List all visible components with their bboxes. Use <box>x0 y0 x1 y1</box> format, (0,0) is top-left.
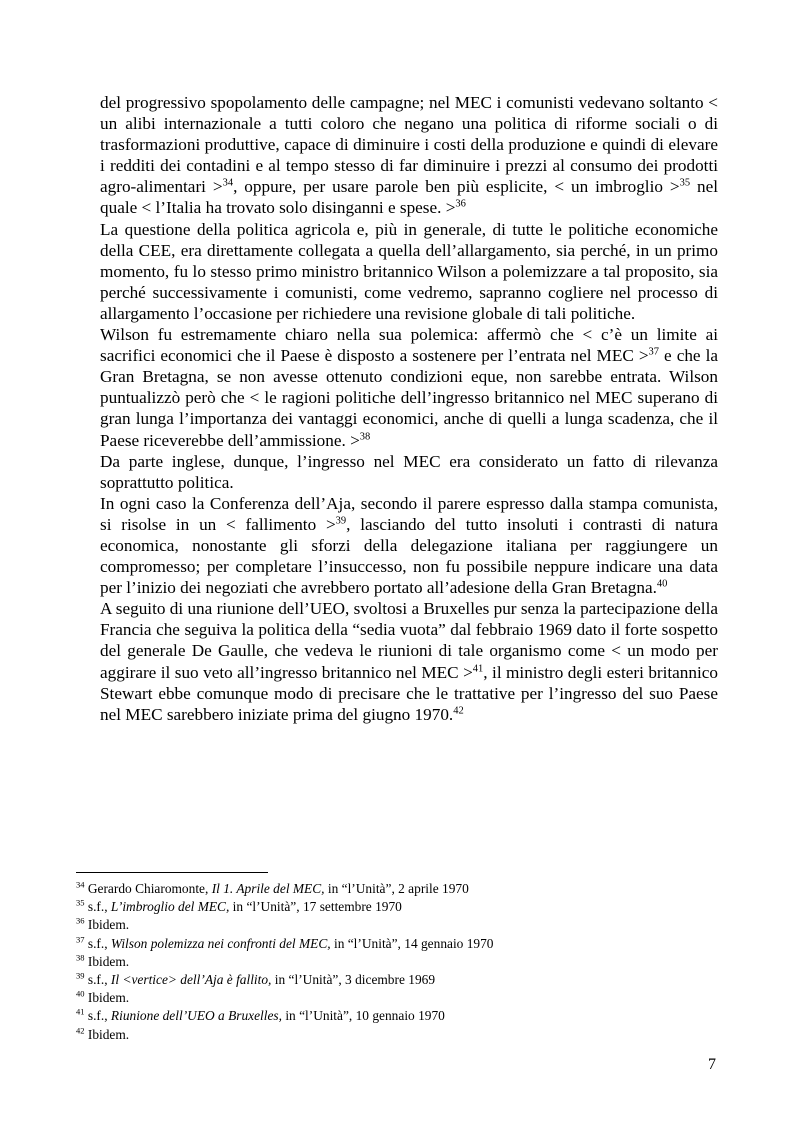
footnote-number: 40 <box>76 988 85 999</box>
text-segment: La questione della politica agricola e, più in generale, di tutte le politiche economiche della CEE, era direttamente collegata a quella dell’allargamento, sia perché, in un primo momento, fu lo stesso primo ministro britannico Wilson a polemizzare a tal proposito, sia perché successivamente i comunisti, come vedremo, sapranno cogliere nel processo di allargamento l’occasione per richiedere una revisione globale di tali politiche. <box>100 219 718 323</box>
footnote: $^{42}$ Ibidem. <box>76 1025 130 1042</box>
text-segment: Wilson fu estremamente chiaro nella sua polemica: affermò che < c’è un limite ai sacrifici economici che il Paese è disposto a sostenere per l’entrata nel MEC >$^{37}$ <box>100 325 718 366</box>
paragraph <box>100 493 718 598</box>
text-segment: del progressivo spopolamento delle campagne; nel MEC i comunisti vedevano soltanto < un alibi internazionale a tutti coloro che negano una politica di riforme sociali o di trasformazioni produttive, capace di diminuire i costi della produzione e quindi di elevare i redditi dei contadini e al tempo stesso di far diminuire i prezzi al consumo dei prodotti agro-alimentari >$^{34}$ <box>100 93 718 197</box>
paragraph <box>100 451 718 493</box>
footnote-ref[interactable]: 40 <box>656 578 668 590</box>
paragraph <box>100 598 718 725</box>
footnote-ref[interactable]: 39 <box>335 515 347 527</box>
footnote-number: 36 <box>76 915 85 926</box>
footnote-title: L’imbroglio del MEC, <box>110 899 230 915</box>
body-text <box>100 92 718 725</box>
footnote: $^{38}$ Ibidem. <box>76 952 130 969</box>
footnote-ref[interactable]: 37 <box>648 346 660 358</box>
paragraph <box>100 219 718 324</box>
footnote-ref[interactable]: 41 <box>472 662 484 674</box>
footnote-ref[interactable]: 36 <box>455 198 466 210</box>
footnote: $^{40}$ Ibidem. <box>76 988 130 1006</box>
text-segment: e che la Gran Bretagna, se non avesse ottenuto condizioni eque, non sarebbe entrata. Wilson puntualizzò però che < le ragioni politiche dell’ingresso britannico nel MEC superano di gran lunga l’importanza dei vantaggi economici, anche di quelli a lunga scadenza, che il Paese riceverebbe dell’ammissione. >$^{38}$ <box>100 346 718 450</box>
footnote: $^{36}$ Ibidem. <box>76 915 130 933</box>
footnote-ref[interactable]: 34 <box>222 177 234 189</box>
footnote: $^{35}$ s.f., L’imbroglio del MEC, in “l’Unità”, 17 settembre 1970 <box>76 897 402 915</box>
footnote-ref[interactable]: 42 <box>453 704 464 716</box>
footnote: $^{37}$ s.f., Wilson polemizza nei confronti del MEC, in “l’Unità”, 14 gennaio 1970 <box>76 934 494 951</box>
footnote-number: 34 <box>76 879 85 890</box>
footnote-number: 37 <box>76 934 85 945</box>
footnote-number: 35 <box>76 897 85 908</box>
page-number: 7 <box>708 1056 716 1073</box>
footnote-ref[interactable]: 35 <box>679 177 691 189</box>
text-segment: , lasciando del tutto insoluti i contrasti di natura economica, nonostante gli sforzi della delegazione italiana per raggiungere un compromesso; per completare l’insuccesso, non fu possibile neppure indicare una data per l’inizio dei negoziati che avrebbero portato all’adesione della Gran Bretagna.$^{40}$ <box>100 514 718 598</box>
text-segment: , oppure, per usare parole ben più esplicite, < un imbroglio >$^{35}$ <box>233 177 691 197</box>
footnote-number: 38 <box>76 952 85 963</box>
footnote: $^{34}$ Gerardo Chiaromonte, Il 1. Aprile del MEC, in “l’Unità”, 2 aprile 1970 <box>76 879 469 896</box>
paragraph <box>100 92 718 219</box>
footnote-title: Il 1. Aprile del MEC, <box>211 881 325 896</box>
footnote-number: 39 <box>76 970 85 981</box>
footnote-number: 42 <box>76 1025 85 1036</box>
text-segment: , il ministro degli esteri britannico Stewart ebbe comunque modo di precisare che le trattative per l’ingresso del suo Paese nel MEC sarebbero iniziate prima del giugno 1970.42 <box>100 662 718 724</box>
footnote-title: Wilson polemizza nei confronti del MEC, <box>110 935 331 951</box>
footnote-ref[interactable]: 38 <box>359 430 371 442</box>
footnote: $^{41}$ s.f., Riunione dell’UEO a Bruxelles, in “l’Unità”, 10 gennaio 1970 <box>76 1006 445 1024</box>
footnote-number: 41 <box>76 1006 85 1017</box>
paragraph <box>100 324 718 451</box>
footnote-separator <box>76 872 268 873</box>
text-segment: In ogni caso la Conferenza dell’Aja, secondo il parere espresso dalla stampa comunista, si risolse in un < fallimento >$^{39}$ <box>100 493 718 534</box>
text-segment: Da parte inglese, dunque, l’ingresso nel MEC era considerato un fatto di rilevanza soprattutto politica. <box>100 451 718 492</box>
footnote-title: Il <vertice> dell’Aja è fallito, <box>110 972 272 988</box>
footnotes <box>76 880 716 1044</box>
footnote: $^{39}$ s.f., Il <vertice> dell’Aja è fallito, in “l’Unità”, 3 dicembre 1969 <box>76 970 436 988</box>
text-segment: nel quale < l’Italia ha trovato solo disinganni e spese. >$^{36}$ <box>100 177 719 218</box>
text-segment: A seguito di una riunione dell’UEO, svoltosi a Bruxelles pur senza la partecipazione della Francia che seguiva la politica della “sedia vuota” dal febbraio 1969 dato il forte sospetto del generale De Gaulle, che vedeva le riunioni di tale organismo come < un modo per aggirare il suo veto all’ingresso britannico nel MEC >$^{41}$ <box>100 599 718 682</box>
footnote-title: Riunione dell’UEO a Bruxelles, <box>110 1008 282 1024</box>
